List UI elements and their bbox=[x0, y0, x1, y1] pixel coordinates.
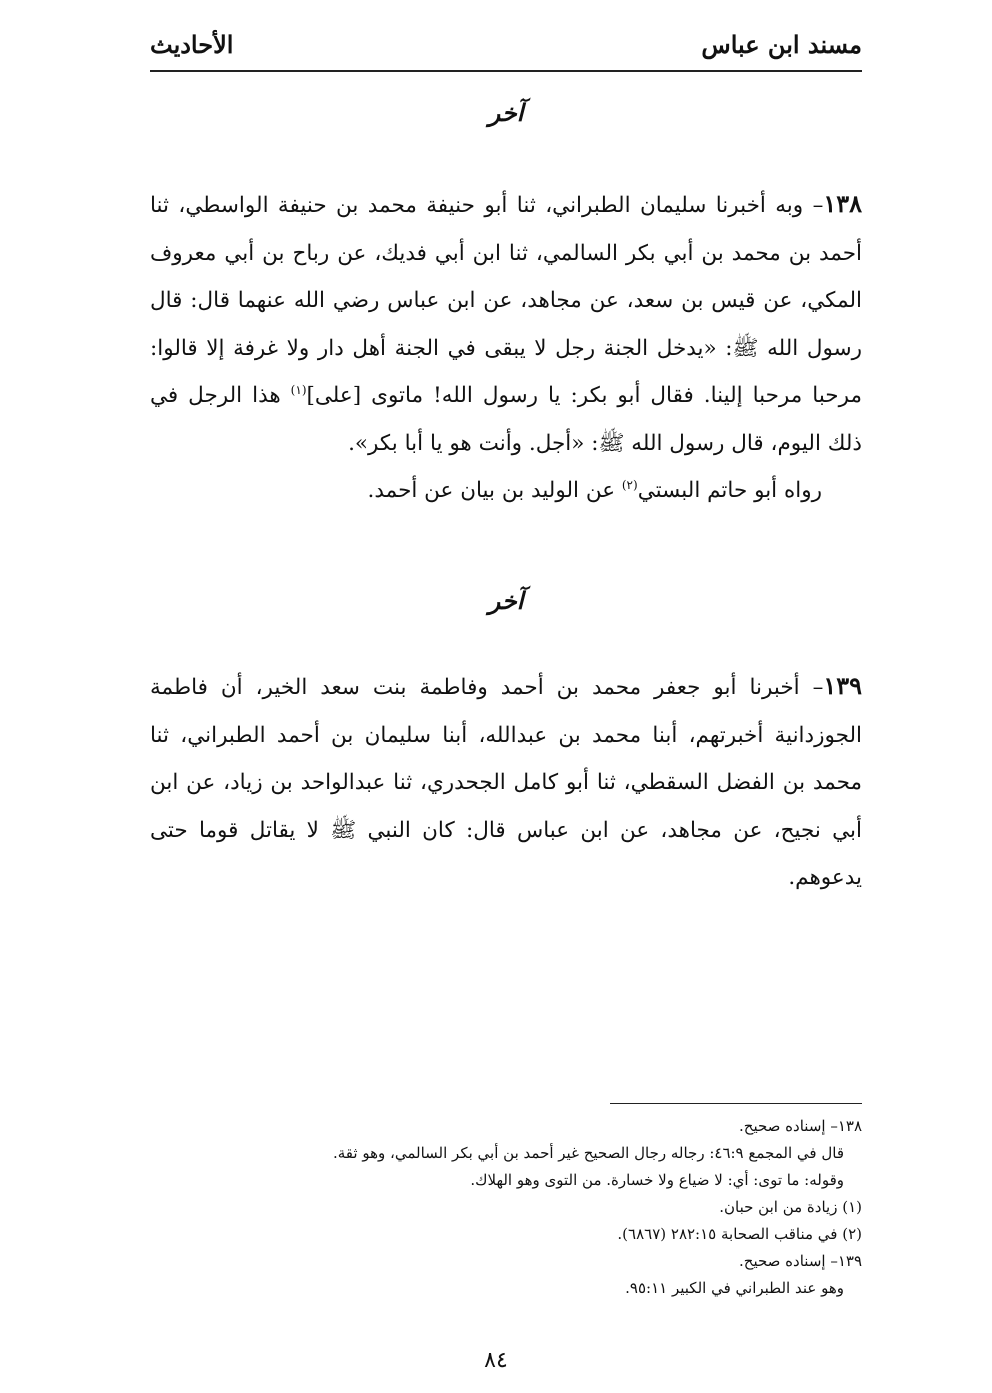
footnote-line: قال في المجمع ٤٦:٩: رجاله رجال الصحيح غير أحمد بن أبي بكر السالمي، وهو ثقة. bbox=[333, 1144, 844, 1162]
footnote-line: (١) زيادة من ابن حبان. bbox=[719, 1198, 862, 1216]
footnote-ref-1[interactable]: (١) bbox=[290, 382, 307, 397]
footnote-divider bbox=[610, 1103, 862, 1104]
hadith-138 bbox=[150, 180, 862, 515]
footnote-line: ١٣٨– إسناده صحيح. bbox=[739, 1117, 862, 1135]
hadith-number: ١٣٨ bbox=[823, 189, 862, 218]
running-header bbox=[150, 30, 862, 64]
hadith-text-continued: هذا الرجل في ذلك اليوم، قال رسول الله ﷺ: «أجل. وأنت هو يا أبا بكر». bbox=[150, 383, 862, 456]
header-divider bbox=[150, 70, 862, 72]
header-section-name: الأحاديث bbox=[150, 30, 234, 59]
attribution-text: رواه أبو حاتم البستي bbox=[637, 478, 822, 503]
footnote-line: (٢) في مناقب الصحابة ٢٨٢:١٥ (٦٨٦٧). bbox=[617, 1225, 862, 1243]
footnotes bbox=[240, 1113, 862, 1302]
hadith-139 bbox=[150, 662, 862, 902]
footnote-line: ١٣٩– إسناده صحيح. bbox=[739, 1252, 862, 1270]
footnote-line: وقوله: ما توى: أي: لا ضياع ولا خسارة. من التوى وهو الهلاك. bbox=[470, 1171, 844, 1189]
footnote-ref-2[interactable]: (٢) bbox=[621, 477, 638, 492]
attribution-text-continued: عن الوليد بن بيان عن أحمد. bbox=[367, 478, 622, 503]
hadith-text: – وبه أخبرنا سليمان الطبراني، ثنا أبو حنيفة محمد بن حنيفة الواسطي، ثنا أحمد بن محمد بن أبي بكر السالمي، ثنا ابن أبي فديك، عن رباح بن أبي معروف المكي، عن قيس بن سعد، عن مجاهد، عن ابن عباس رضي الله عنهما قال: قال رسول الله ﷺ: «يدخل الجنة رجل لا يبقى في الجنة أهل دار ولا غرفة إلا قالوا: مرحبا مرحبا إلينا. فقال أبو بكر: يا رسول الله! ماتوى [على] bbox=[150, 193, 862, 408]
section-title-1: آخر bbox=[488, 98, 524, 127]
header-book-title: مسند ابن عباس bbox=[701, 30, 862, 59]
section-title-2: آخر bbox=[488, 586, 524, 615]
hadith-text: – أخبرنا أبو جعفر محمد بن أحمد وفاطمة بنت سعد الخير، أن فاطمة الجوزدانية أخبرتهم، أبنا محمد بن عبدالله، أبنا سليمان بن أحمد الطبراني، ثنا محمد بن الفضل السقطي، ثنا أبو كامل الجحدري، ثنا عبدالواحد بن زياد، عن ابن أبي نجيح، عن مجاهد، عن ابن عباس قال: كان النبي ﷺ لا يقاتل قوما حتى يدعوهم. bbox=[150, 675, 862, 890]
page-number: ٨٤ bbox=[484, 1348, 508, 1373]
hadith-attribution bbox=[150, 467, 862, 515]
hadith-number: ١٣٩ bbox=[823, 671, 862, 700]
footnote-line: وهو عند الطبراني في الكبير ٩٥:١١. bbox=[625, 1279, 844, 1297]
